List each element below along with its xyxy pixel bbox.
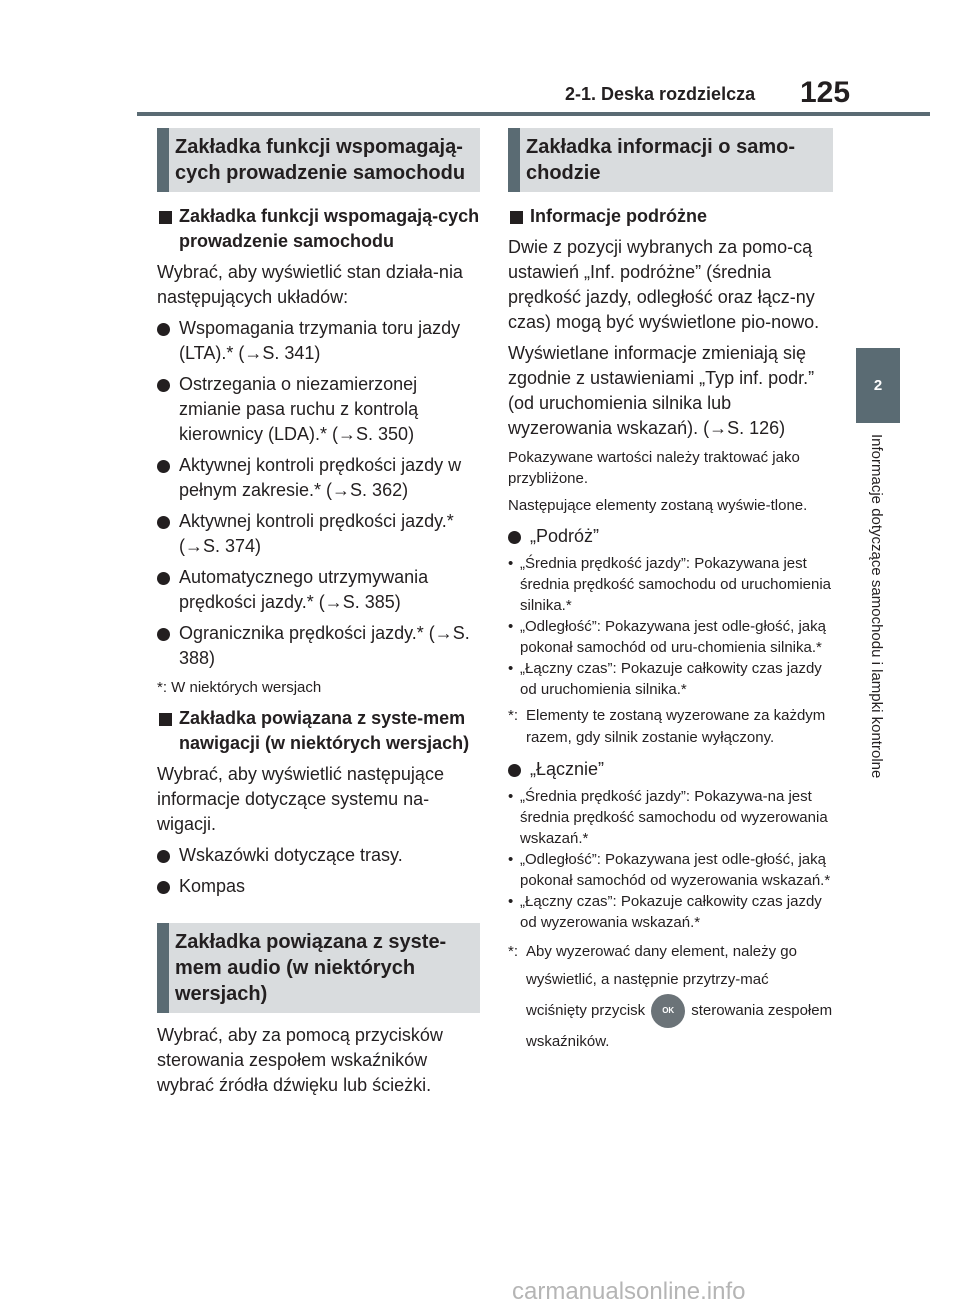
detail-item: • „Odległość”: Pokazywana jest odle-głość, jaką pokonał samochód od uru-chomienia silnika.*	[508, 618, 826, 656]
section-heading-audio: Zakładka powiązana z syste-mem audio (w niektórych wersjach)	[157, 923, 480, 1013]
list-item: Wspomagania trzymania toru jazdy (LTA).* (→S. 341)	[157, 316, 480, 366]
subheading-trip-info	[508, 204, 833, 229]
list-item: Ogranicznika prędkości jazdy.* (→S. 388)	[157, 621, 480, 671]
page-number: 125	[800, 76, 851, 109]
footnote: *: W niektórych wersjach	[157, 679, 322, 696]
detail-item: • „Łączny czas”: Pokazuje całkowity czas jazdy od uruchomienia silnika.*	[508, 660, 822, 698]
subheading-text: Zakładka powiązana z syste-mem nawigacji (w niektórych wersjach)	[179, 708, 470, 753]
list-item-total: „Łącznie”	[508, 757, 833, 782]
watermark: carmanualsonline.info	[512, 1278, 746, 1305]
chapter-title: Informacje dotyczące samochodu i lampki kontrolne	[868, 434, 885, 779]
section-heading-driving-assist: Zakładka funkcji wspomagają-cych prowadzenie samochodu	[157, 128, 480, 192]
note: Pokazywane wartości należy traktować jako przybliżone.	[508, 449, 800, 487]
square-bullet-icon	[159, 211, 172, 224]
list-item: Aktywnej kontroli prędkości jazdy.* (→S. 374)	[157, 509, 480, 559]
subheading-driving-assist	[157, 204, 480, 254]
detail-item: • „Odległość”: Pokazywana jest odle-głość, jaką pokonał samochód od wyzerowania wskazań.*	[508, 851, 831, 889]
list-item-trip: „Podróż”	[508, 524, 833, 549]
paragraph: Wybrać, aby wyświetlić następujące informacje dotyczące systemu na-wigacji.	[157, 764, 444, 834]
round-bullet-icon	[157, 628, 170, 641]
subheading-navigation	[157, 706, 480, 756]
note: Następujące elementy zostaną wyświe-tlone.	[508, 497, 808, 514]
right-column	[508, 128, 833, 1056]
round-bullet-icon	[157, 460, 170, 473]
header-rule	[137, 112, 930, 116]
list-item: Ostrzegania o niezamierzonej zmianie pasa ruchu z kontrolą kierownicy (LDA).* (→S. 350)	[157, 372, 480, 447]
paragraph: Wyświetlane informacje zmieniają się zgodnie z ustawieniami „Typ inf. podr.” (od uruchomienia silnika lub wyzerowania wskazań). (→S. 126)	[508, 343, 815, 438]
round-bullet-icon	[508, 764, 521, 777]
round-bullet-icon	[157, 516, 170, 529]
chapter-tab: 2	[856, 348, 900, 423]
ok-button-icon: OK	[651, 994, 685, 1028]
paragraph: Dwie z pozycji wybranych za pomo-cą ustawień „Inf. podróżne” (średnia prędkość jazdy, odległość oraz łącz-ny czas) mogą być wyświetlone pio-nowo.	[508, 237, 820, 332]
round-bullet-icon	[157, 572, 170, 585]
list-item: Aktywnej kontroli prędkości jazdy w pełnym zakresie.* (→S. 362)	[157, 453, 480, 503]
round-bullet-icon	[157, 850, 170, 863]
round-bullet-icon	[508, 531, 521, 544]
detail-item: • „Łączny czas”: Pokazuje całkowity czas jazdy od wyzerowania wskazań.*	[508, 893, 822, 931]
round-bullet-icon	[157, 323, 170, 336]
square-bullet-icon	[510, 211, 523, 224]
square-bullet-icon	[159, 713, 172, 726]
round-bullet-icon	[157, 379, 170, 392]
paragraph: Wybrać, aby za pomocą przycisków sterowania zespołem wskaźników wybrać źródła dźwięku lub ścieżki.	[157, 1025, 443, 1095]
subheading-text: Zakładka funkcji wspomagają-cych prowadzenie samochodu	[179, 206, 480, 251]
footnote: *: Aby wyzerować dany element, należy go wyświetlić, a następnie przytrzy-mać wciśnięty przycisk OK sterowania zespołem wskaźników.	[508, 943, 833, 1050]
list-item: Kompas	[157, 874, 480, 899]
round-bullet-icon	[157, 881, 170, 894]
detail-item: • „Średnia prędkość jazdy”: Pokazywana jest średnia prędkość samochodu od uruchomienia silnika.*	[508, 555, 832, 614]
list-item: Automatycznego utrzymywania prędkości jazdy.* (→S. 385)	[157, 565, 480, 615]
left-column	[157, 128, 480, 1098]
section-heading-vehicle-info: Zakładka informacji o samo-chodzie	[508, 128, 833, 192]
section-title: 2-1. Deska rozdzielcza	[565, 84, 756, 104]
list-item: Wskazówki dotyczące trasy.	[157, 843, 480, 868]
detail-item: • „Średnia prędkość jazdy”: Pokazywa-na jest średnia prędkość samochodu od wyzerowania wskazań.*	[508, 788, 828, 847]
paragraph: Wybrać, aby wyświetlić stan działa-nia następujących układów:	[157, 262, 463, 307]
trip-details	[508, 553, 833, 700]
total-details	[508, 786, 833, 933]
footnote: *: Elementy te zostaną wyzerowane za każdym razem, gdy silnik zostanie wyłączony.	[508, 707, 826, 746]
subheading-text: Informacje podróżne	[530, 206, 708, 226]
